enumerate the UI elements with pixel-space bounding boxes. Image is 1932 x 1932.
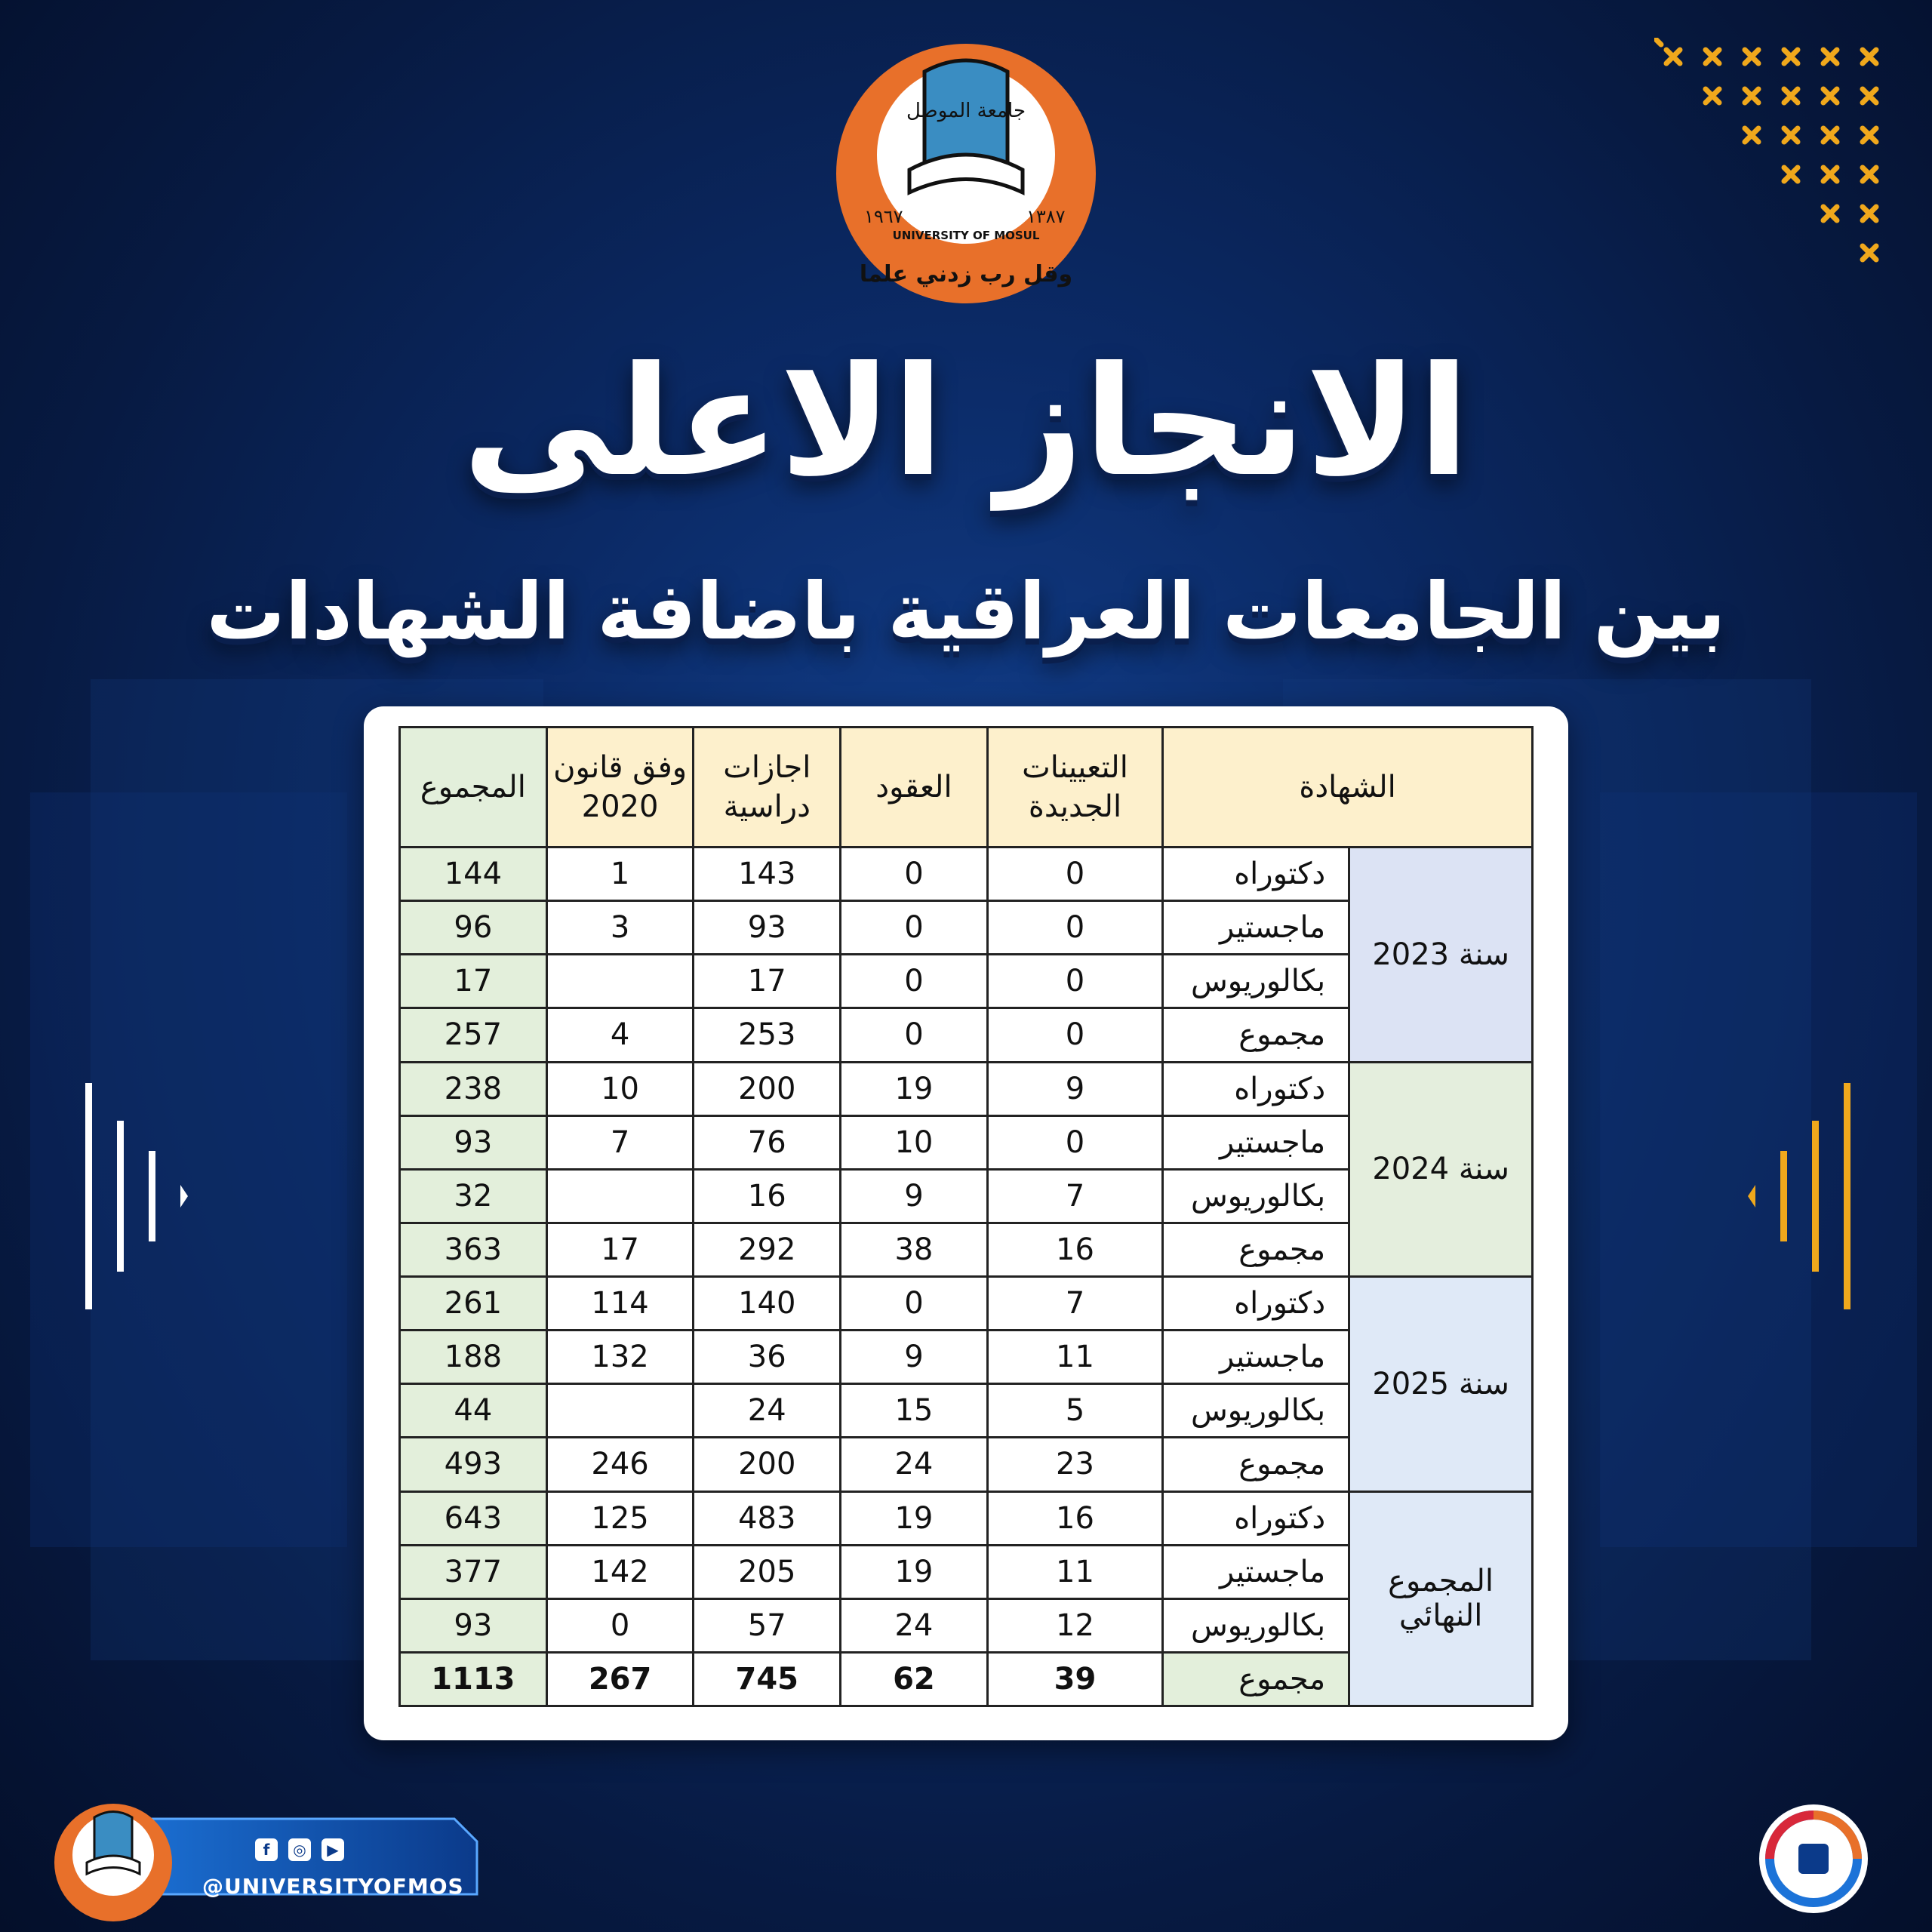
new-cell: 16 xyxy=(987,1491,1162,1545)
law-cell: 0 xyxy=(546,1598,694,1652)
total-cell: 238 xyxy=(400,1062,547,1115)
law-cell: 3 xyxy=(546,901,694,955)
table-header-row xyxy=(400,728,1533,848)
leave-cell: 36 xyxy=(694,1331,841,1384)
new-cell: 0 xyxy=(987,1115,1162,1169)
contracts-cell: 24 xyxy=(841,1438,988,1491)
contracts-cell: 0 xyxy=(841,1277,988,1331)
total-cell: 377 xyxy=(400,1545,547,1598)
social-handle[interactable]: @UNIVERSITYOFMOS xyxy=(202,1874,464,1899)
law-cell: 7 xyxy=(546,1115,694,1169)
total-cell: 261 xyxy=(400,1277,547,1331)
contracts-cell: 0 xyxy=(841,848,988,901)
degree-cell: مجموع xyxy=(1163,1438,1349,1491)
total-cell: 493 xyxy=(400,1438,547,1491)
law-cell: 132 xyxy=(546,1331,694,1384)
leave-cell: 205 xyxy=(694,1545,841,1598)
logo-year-left: ١٩٦٧ xyxy=(864,206,903,227)
degree-cell: مجموع xyxy=(1163,1223,1349,1276)
leave-cell: 483 xyxy=(694,1491,841,1545)
right-sound-bars xyxy=(1736,1075,1857,1317)
total-cell: 44 xyxy=(400,1384,547,1438)
degree-cell: دكتوراه xyxy=(1163,1062,1349,1115)
leave-cell: 200 xyxy=(694,1062,841,1115)
logo-top-text: جامعة الموصل xyxy=(906,100,1026,122)
degree-cell: ماجستير xyxy=(1163,1545,1349,1598)
total-cell: 93 xyxy=(400,1598,547,1652)
degree-cell: بكالوريوس xyxy=(1163,955,1349,1008)
total-cell: 96 xyxy=(400,901,547,955)
law-cell: 125 xyxy=(546,1491,694,1545)
new-cell: 16 xyxy=(987,1223,1162,1276)
leave-cell: 140 xyxy=(694,1277,841,1331)
new-cell: 5 xyxy=(987,1384,1162,1438)
leave-cell: 24 xyxy=(694,1384,841,1438)
total-cell: 32 xyxy=(400,1169,547,1223)
degree-cell: دكتوراه xyxy=(1163,1491,1349,1545)
total-cell: 363 xyxy=(400,1223,547,1276)
leave-cell: 16 xyxy=(694,1169,841,1223)
degree-cell: ماجستير xyxy=(1163,1115,1349,1169)
header-contracts: العقود xyxy=(841,728,988,848)
total-cell: 188 xyxy=(400,1331,547,1384)
degree-cell: مجموع xyxy=(1163,1008,1349,1062)
contracts-cell: 9 xyxy=(841,1169,988,1223)
header-new-appointments: التعيينات الجديدة xyxy=(987,728,1162,848)
logo-motto: وقل رب زدني علما xyxy=(859,261,1073,288)
logo-english-text: UNIVERSITY OF MOSUL xyxy=(892,229,1040,242)
new-cell: 11 xyxy=(987,1331,1162,1384)
law-cell: 142 xyxy=(546,1545,694,1598)
contracts-cell: 9 xyxy=(841,1331,988,1384)
new-cell: 23 xyxy=(987,1438,1162,1491)
header-study-leave: اجازات دراسية xyxy=(694,728,841,848)
header-law-2020: وفق قانون 2020 xyxy=(546,728,694,848)
table-row xyxy=(400,1277,1533,1331)
new-cell: 12 xyxy=(987,1598,1162,1652)
degree-cell: بكالوريوس xyxy=(1163,1598,1349,1652)
instagram-icon[interactable]: ◎ xyxy=(288,1838,311,1861)
contracts-cell: 19 xyxy=(841,1491,988,1545)
total-cell: 643 xyxy=(400,1491,547,1545)
leave-cell: 143 xyxy=(694,848,841,901)
final-total-label: المجموع النهائي xyxy=(1349,1491,1533,1706)
total-cell: 257 xyxy=(400,1008,547,1062)
social-icons xyxy=(255,1838,344,1861)
degree-cell: دكتوراه xyxy=(1163,1277,1349,1331)
logo-year-right: ١٣٨٧ xyxy=(1026,206,1066,227)
law-cell xyxy=(546,1169,694,1223)
law-cell: 4 xyxy=(546,1008,694,1062)
footer-university-logo xyxy=(53,1802,174,1923)
contracts-cell: 19 xyxy=(841,1545,988,1598)
law-cell xyxy=(546,955,694,1008)
year-2024-label: سنة 2024 xyxy=(1349,1062,1533,1277)
table-row xyxy=(400,848,1533,901)
degree-cell: ماجستير xyxy=(1163,901,1349,955)
page-subtitle: بين الجامعات العراقية باضافة الشهادات xyxy=(206,565,1726,657)
degree-cell: بكالوريوس xyxy=(1163,1169,1349,1223)
year-2025-label: سنة 2025 xyxy=(1349,1277,1533,1492)
contracts-cell: 15 xyxy=(841,1384,988,1438)
decorative-cross-pattern xyxy=(1654,38,1896,264)
grand-contracts-cell: 62 xyxy=(841,1652,988,1706)
leave-cell: 200 xyxy=(694,1438,841,1491)
facebook-icon[interactable]: f xyxy=(255,1838,278,1861)
new-cell: 7 xyxy=(987,1277,1162,1331)
header-total: المجموع xyxy=(400,728,547,848)
new-cell: 0 xyxy=(987,848,1162,901)
degree-cell: دكتوراه xyxy=(1163,848,1349,901)
degree-cell: ماجستير xyxy=(1163,1331,1349,1384)
new-cell: 11 xyxy=(987,1545,1162,1598)
law-cell: 10 xyxy=(546,1062,694,1115)
total-cell: 144 xyxy=(400,848,547,901)
leave-cell: 76 xyxy=(694,1115,841,1169)
law-cell: 114 xyxy=(546,1277,694,1331)
contracts-cell: 0 xyxy=(841,955,988,1008)
page-title: الانجاز الاعلى xyxy=(462,334,1470,510)
contracts-cell: 24 xyxy=(841,1598,988,1652)
total-cell: 17 xyxy=(400,955,547,1008)
contracts-cell: 38 xyxy=(841,1223,988,1276)
university-logo xyxy=(834,42,1098,306)
grand-law-cell: 267 xyxy=(546,1652,694,1706)
leave-cell: 93 xyxy=(694,901,841,955)
total-cell: 93 xyxy=(400,1115,547,1169)
new-cell: 0 xyxy=(987,1008,1162,1062)
grand-total-label: مجموع xyxy=(1163,1652,1349,1706)
stats-card xyxy=(364,706,1568,1740)
contracts-cell: 10 xyxy=(841,1115,988,1169)
grand-new-cell: 39 xyxy=(987,1652,1162,1706)
header-degree: الشهادة xyxy=(1163,728,1533,848)
degree-cell: بكالوريوس xyxy=(1163,1384,1349,1438)
law-cell xyxy=(546,1384,694,1438)
leave-cell: 292 xyxy=(694,1223,841,1276)
law-cell: 246 xyxy=(546,1438,694,1491)
left-sound-bars xyxy=(79,1075,200,1317)
table-row xyxy=(400,1491,1533,1545)
new-cell: 0 xyxy=(987,955,1162,1008)
table-row xyxy=(400,1062,1533,1115)
grand-leave-cell: 745 xyxy=(694,1652,841,1706)
contracts-cell: 0 xyxy=(841,901,988,955)
new-cell: 0 xyxy=(987,901,1162,955)
year-2023-label: سنة 2023 xyxy=(1349,848,1533,1063)
stats-table xyxy=(398,726,1534,1707)
media-department-logo xyxy=(1757,1802,1870,1915)
leave-cell: 253 xyxy=(694,1008,841,1062)
contracts-cell: 0 xyxy=(841,1008,988,1062)
law-cell: 1 xyxy=(546,848,694,901)
youtube-icon[interactable]: ▶ xyxy=(321,1838,344,1861)
grand-total-cell: 1113 xyxy=(400,1652,547,1706)
new-cell: 9 xyxy=(987,1062,1162,1115)
new-cell: 7 xyxy=(987,1169,1162,1223)
contracts-cell: 19 xyxy=(841,1062,988,1115)
law-cell: 17 xyxy=(546,1223,694,1276)
leave-cell: 17 xyxy=(694,955,841,1008)
leave-cell: 57 xyxy=(694,1598,841,1652)
